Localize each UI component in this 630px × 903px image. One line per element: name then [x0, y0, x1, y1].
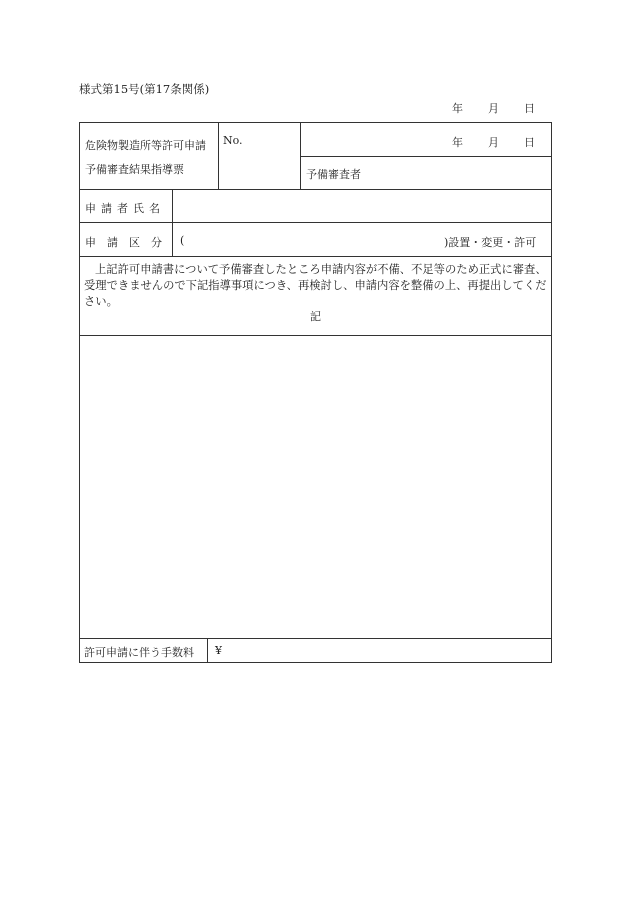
reviewer-label: 予備審査者 — [306, 168, 361, 181]
row-divider — [79, 256, 552, 257]
column-divider — [207, 638, 208, 663]
fee-label: 許可申請に伴う手数料 — [84, 646, 194, 659]
category-options: )設置・変更・許可 — [444, 236, 537, 249]
yen-sign: ¥ — [215, 644, 222, 657]
column-divider — [172, 189, 173, 256]
applicant-name-field[interactable] — [180, 200, 545, 214]
column-divider — [300, 122, 301, 189]
category-open-paren: ( — [180, 234, 185, 247]
ki-label: 記 — [310, 310, 321, 323]
notice-text: 上記許可申請書について予備審査したところ申請内容が不備、不足等のため正式に審査、受理できませんので下記指導事項につき、再検討し、申請内容を整備の上、再提出してください。 — [84, 263, 547, 308]
row-divider — [79, 222, 552, 223]
column-divider — [218, 122, 219, 189]
row-divider — [79, 638, 552, 639]
form-title-line2: 予備審査結果指導票 — [85, 163, 184, 176]
table-date-month-label: 月 — [488, 136, 499, 149]
date-month-label: 月 — [488, 102, 499, 115]
row-divider — [300, 156, 552, 157]
guidance-area[interactable] — [84, 342, 546, 632]
row-divider — [79, 189, 552, 190]
applicant-name-label: 申請者氏名 — [85, 202, 165, 215]
date-year-label: 年 — [452, 102, 463, 115]
form-number: 様式第15号(第17条関係) — [79, 82, 210, 96]
date-day-label: 日 — [524, 102, 535, 115]
table-date-day-label: 日 — [524, 136, 535, 149]
form-title-line1: 危険物製造所等許可申請 — [85, 139, 206, 152]
fee-amount-field[interactable] — [228, 644, 544, 658]
category-label: 申 請 区 分 — [85, 236, 162, 249]
row-divider — [79, 335, 552, 336]
table-date-year-label: 年 — [452, 136, 463, 149]
no-label: No. — [223, 134, 243, 147]
